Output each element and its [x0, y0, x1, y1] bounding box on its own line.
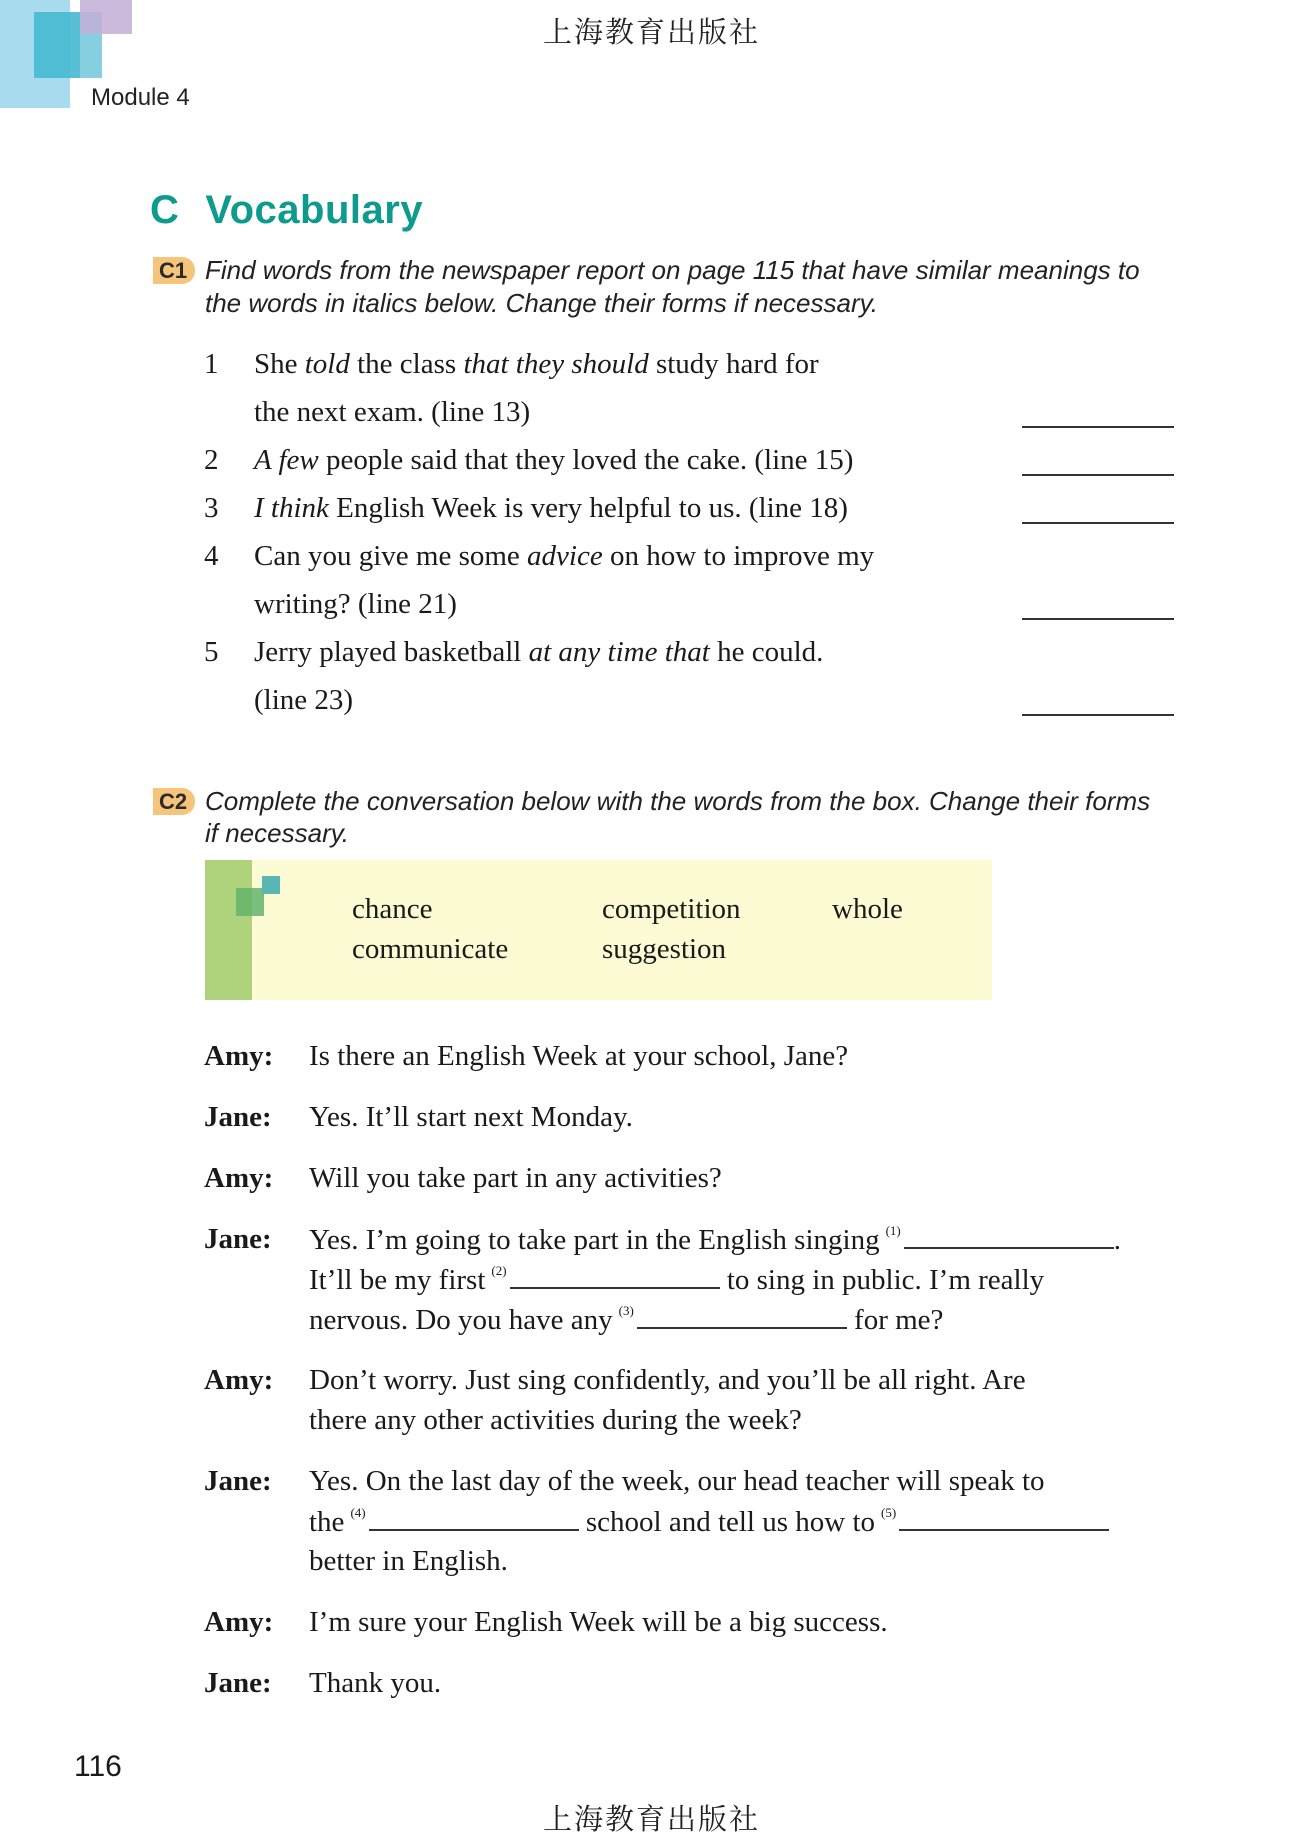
item-text: I think English Week is very helpful to us. (line 18) [254, 492, 848, 524]
c1-instruction-block [153, 258, 195, 284]
dialogue-line: better in English. [309, 1545, 508, 1577]
dialogue-line: Don’t worry. Just sing confidently, and you’ll be all right. Are [309, 1364, 1026, 1396]
blank-number: (3) [618, 1303, 634, 1318]
dialogue-line: there any other activities during the week? [309, 1404, 802, 1436]
dialogue-line: Thank you. [309, 1667, 442, 1699]
item-text: Jerry played basketball at any time that he could. [254, 636, 824, 668]
blank-number: (4) [350, 1505, 366, 1520]
exercise-tag-c1: C1 [153, 257, 195, 284]
word-box-decoration [236, 888, 264, 916]
word-box-bar [205, 860, 252, 1000]
item-number: 4 [204, 540, 219, 572]
c1-instruction-line: the words in italics below. Change their forms if necessary. [205, 288, 878, 318]
item-text: writing? (line 21) [254, 588, 457, 620]
answer-blank[interactable] [1022, 426, 1174, 428]
item-text: the next exam. (line 13) [254, 396, 531, 428]
publisher-footer: 上海教育出版社 [542, 1804, 760, 1836]
dialogue-line: Yes. I’m going to take part in the English singing $^{(1)}$ . [309, 1223, 1121, 1256]
item-number: 5 [204, 636, 219, 668]
blank-number: (5) [881, 1505, 897, 1520]
dialogue-line: the $^{(4)}$ school and tell us how to $^{(5)}$ [309, 1505, 1109, 1539]
blank-number: (2) [491, 1263, 507, 1278]
word-option: whole [832, 893, 903, 925]
dialogue-line: nervous. Do you have any $^{(3)}$ for me? [309, 1303, 944, 1336]
dialogue-line: Is there an English Week at your school, Jane? [309, 1040, 849, 1072]
speaker-jane: Jane: [204, 1667, 272, 1699]
item-text: Can you give me some advice on how to improve my [254, 540, 875, 572]
blank-number: (1) [885, 1223, 901, 1238]
answer-blank[interactable] [1022, 714, 1174, 716]
fill-blank-4[interactable] [369, 1505, 579, 1531]
exercise-tag-c2: C2 [153, 788, 195, 815]
word-box-decoration [262, 876, 280, 894]
speaker-jane: Jane: [204, 1101, 272, 1133]
item-number: 1 [204, 348, 219, 380]
speaker-amy: Amy: [204, 1606, 274, 1638]
item-number: 2 [204, 444, 219, 476]
module-label: Module 4 [91, 84, 190, 111]
c1-instruction-line: Find words from the newspaper report on page 115 that have similar meanings to [205, 255, 1140, 285]
item-text: (line 23) [254, 684, 354, 716]
word-box [205, 860, 992, 1000]
fill-blank-1[interactable] [904, 1223, 1114, 1249]
answer-blank[interactable] [1022, 474, 1174, 476]
c2-instruction-line: if necessary. [205, 818, 350, 848]
speaker-jane: Jane: [204, 1465, 272, 1497]
dialogue-line: Will you take part in any activities? [309, 1162, 722, 1194]
dialogue-line: It’ll be my first $^{(2)}$ to sing in public. I’m really [309, 1263, 1045, 1296]
word-option: chance [352, 893, 433, 925]
section-title [150, 188, 423, 233]
dialogue-line: Yes. On the last day of the week, our head teacher will speak to [309, 1465, 1045, 1497]
word-option: communicate [352, 933, 509, 965]
speaker-amy: Amy: [204, 1162, 274, 1194]
item-number: 3 [204, 492, 219, 524]
word-option: suggestion [602, 933, 727, 965]
speaker-amy: Amy: [204, 1364, 274, 1396]
c1-instruction [205, 254, 1140, 320]
fill-blank-2[interactable] [510, 1263, 720, 1289]
dialogue-line: Yes. It’ll start next Monday. [309, 1101, 633, 1133]
page-number: 116 [74, 1750, 122, 1783]
item-text: A few people said that they loved the cake. (line 15) [254, 444, 854, 476]
word-option: competition [602, 893, 741, 925]
speaker-jane: Jane: [204, 1223, 272, 1255]
fill-blank-3[interactable] [637, 1303, 847, 1329]
c2-instruction-block [153, 789, 195, 815]
dialogue-line: I’m sure your English Week will be a big success. [309, 1606, 888, 1638]
c2-instruction-line: Complete the conversation below with the words from the box. Change their forms [205, 786, 1151, 816]
answer-blank[interactable] [1022, 618, 1174, 620]
answer-blank[interactable] [1022, 522, 1174, 524]
section-name: Vocabulary [205, 188, 424, 232]
speaker-amy: Amy: [204, 1040, 274, 1072]
publisher-header: 上海教育出版社 [542, 17, 760, 49]
section-letter: C [150, 188, 180, 232]
c2-instruction [205, 785, 1150, 849]
fill-blank-5[interactable] [899, 1505, 1109, 1531]
item-text: She told the class that they should study hard for [254, 348, 819, 380]
